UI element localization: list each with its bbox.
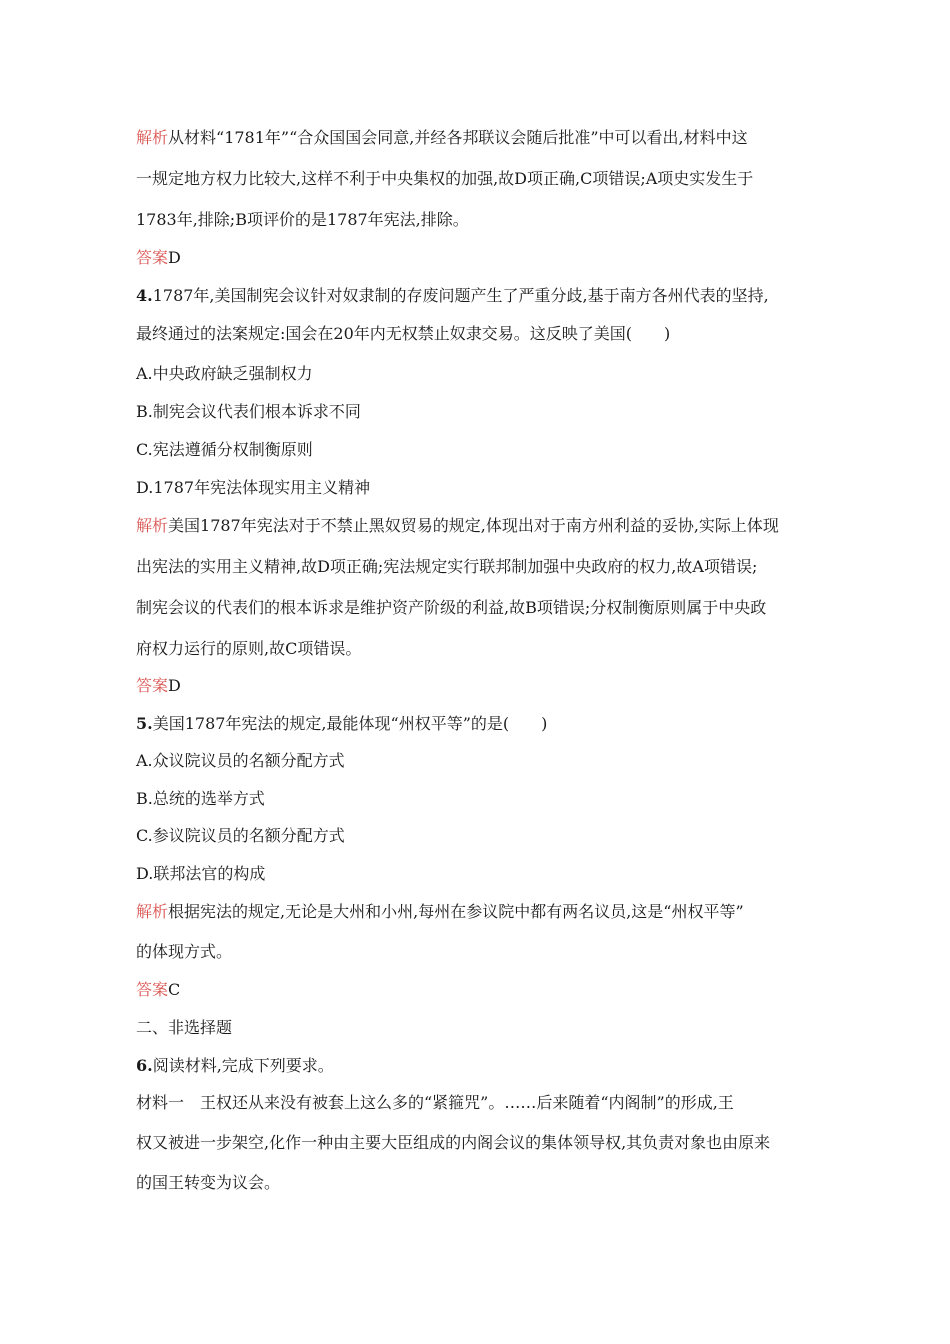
q4-option-c: C.宪法遵循分权制衡原则 [136, 440, 313, 459]
q5-stem: 5.美国1787年宪法的规定,最能体现“州权平等”的是( ) [136, 714, 548, 733]
q4-option-d: D.1787年宪法体现实用主义精神 [136, 478, 371, 497]
q5-analysis-line-2: 的体现方式。 [136, 942, 233, 961]
q5-answer-value: C [168, 980, 181, 999]
q4-analysis-line-4: 府权力运行的原则,故C项错误。 [136, 639, 362, 658]
q4-analysis-line-3: 制宪会议的代表们的根本诉求是维护资产阶级的利益,故B项错误;分权制衡原则属于中央政 [136, 598, 767, 617]
q6-material-line-2: 权又被进一步架空,化作一种由主要大臣组成的内阁会议的集体领导权,其负责对象也由原来 [136, 1133, 771, 1152]
q4-stem-line-1: 4.1787年,美国制宪会议针对奴隶制的存废问题产生了严重分歧,基于南方各州代表的坚持, [136, 286, 769, 305]
q3-answer-label: 答案 [136, 248, 169, 267]
q3-analysis-line-2: 一规定地方权力比较大,这样不利于中央集权的加强,故D项正确,C项错误;A项史实发生于 [136, 169, 754, 188]
q4-answer-value: D [168, 676, 181, 695]
q4-analysis-label: 解析 [136, 516, 169, 535]
q3-analysis-line-3: 1783年,排除;B项评价的是1787年宪法,排除。 [136, 210, 469, 229]
q5-option-d: D.联邦法官的构成 [136, 864, 266, 883]
q4-answer-label: 答案 [136, 676, 169, 695]
q6-number: 6. [136, 1056, 153, 1075]
q3-analysis-line-1: 解析从材料“1781年”“合众国国会同意,并经各邦联议会随后批准”中可以看出,材料中这 [136, 128, 748, 147]
q4-option-b: B.制宪会议代表们根本诉求不同 [136, 402, 361, 421]
q3-answer [136, 248, 181, 268]
q5-option-a: A.众议院议员的名额分配方式 [136, 751, 345, 770]
q3-answer-value: D [168, 248, 181, 267]
q4-answer [136, 676, 181, 696]
q4-option-a: A.中央政府缺乏强制权力 [136, 364, 313, 383]
q3-analysis-label: 解析 [136, 128, 169, 147]
q5-analysis-line-1: 解析根据宪法的规定,无论是大州和小州,每州在参议院中都有两名议员,这是“州权平等” [136, 902, 744, 921]
q5-number: 5. [136, 714, 153, 733]
q5-option-c: C.参议院议员的名额分配方式 [136, 826, 345, 845]
q4-analysis-line-2: 出宪法的实用主义精神,故D项正确;宪法规定实行联邦制加强中央政府的权力,故A项错误; [136, 557, 758, 576]
q6-material-line-3: 的国王转变为议会。 [136, 1173, 281, 1192]
q5-answer [136, 980, 180, 1000]
q6-stem: 6.阅读材料,完成下列要求。 [136, 1056, 334, 1075]
q4-analysis-line-1: 解析美国1787年宪法对于不禁止黑奴贸易的规定,体现出对于南方州利益的妥协,实际上体现 [136, 516, 779, 535]
section-2-title: 二、非选择题 [136, 1018, 233, 1037]
q5-option-b: B.总统的选举方式 [136, 789, 265, 808]
q5-analysis-label: 解析 [136, 902, 169, 921]
q4-number: 4. [136, 286, 153, 305]
q4-stem-line-2: 最终通过的法案规定:国会在20年内无权禁止奴隶交易。这反映了美国( ) [136, 324, 671, 343]
q5-answer-label: 答案 [136, 980, 169, 999]
q6-material-line-1: 材料一 王权还从来没有被套上这么多的“紧箍咒”。……后来随着“内阁制”的形成,王 [136, 1093, 734, 1112]
